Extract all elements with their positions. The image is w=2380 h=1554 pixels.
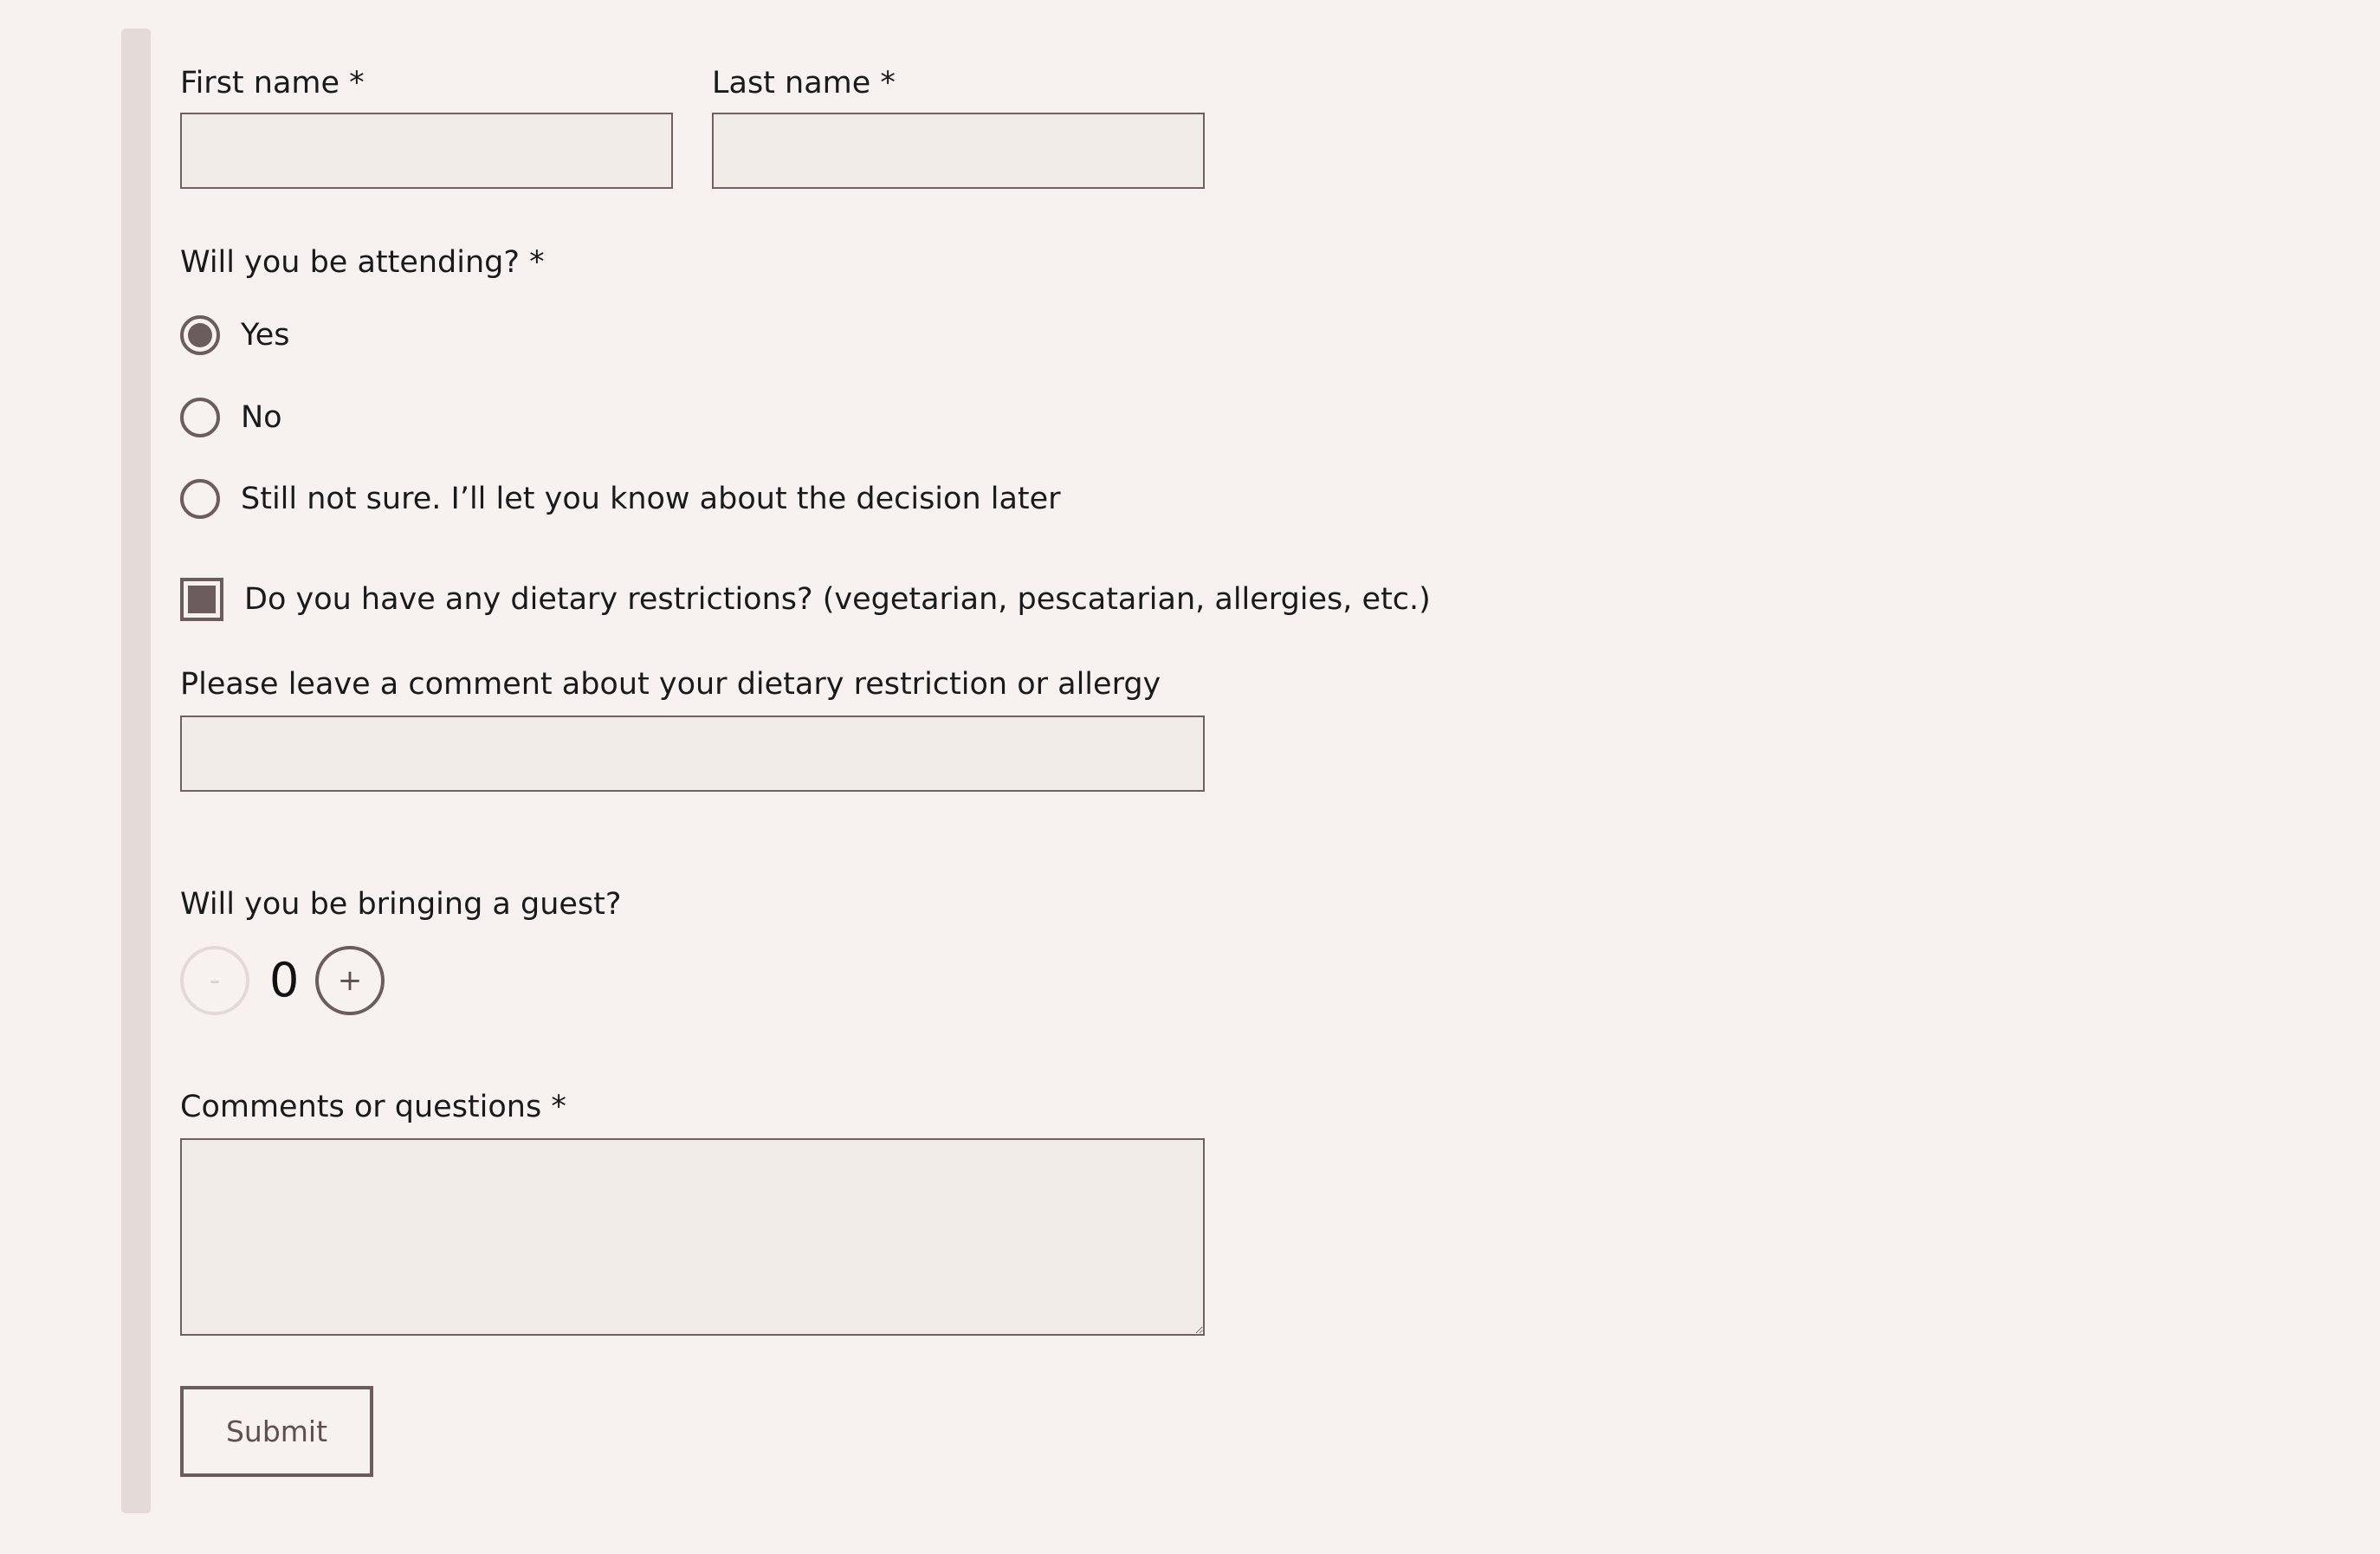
radio-selected-icon[interactable] bbox=[180, 315, 220, 355]
attending-question: Will you be attending? * bbox=[180, 245, 545, 280]
form-side-bar bbox=[121, 29, 151, 1513]
first-name-label: First name * bbox=[180, 66, 365, 100]
comments-label: Comments or questions * bbox=[180, 1090, 566, 1124]
attending-option-label: Still not sure. I’ll let you know about the decision later bbox=[241, 482, 1061, 516]
attending-option-label: Yes bbox=[241, 318, 290, 353]
guest-count-value: 0 bbox=[269, 953, 300, 1007]
guest-decrement-button[interactable]: - bbox=[180, 946, 249, 1015]
dietary-restrictions-checkbox-row[interactable] bbox=[180, 578, 1431, 621]
first-name-input[interactable] bbox=[180, 113, 673, 189]
comments-textarea[interactable] bbox=[180, 1138, 1205, 1336]
dietary-comment-label: Please leave a comment about your dietary restriction or allergy bbox=[180, 667, 1161, 702]
last-name-input[interactable] bbox=[712, 113, 1205, 189]
radio-unselected-icon[interactable] bbox=[180, 479, 220, 519]
submit-button[interactable]: Submit bbox=[180, 1386, 373, 1477]
guest-increment-button[interactable]: + bbox=[315, 946, 385, 1015]
guest-question: Will you be bringing a guest? bbox=[180, 887, 622, 922]
checkbox-checked-icon[interactable] bbox=[180, 578, 223, 621]
dietary-comment-input[interactable] bbox=[180, 715, 1205, 792]
last-name-label: Last name * bbox=[712, 66, 896, 100]
radio-unselected-icon[interactable] bbox=[180, 398, 220, 437]
attending-option-yes[interactable] bbox=[180, 314, 290, 357]
attending-option-no[interactable] bbox=[180, 396, 282, 439]
dietary-restrictions-label: Do you have any dietary restrictions? (vegetarian, pescatarian, allergies, etc.) bbox=[244, 582, 1431, 617]
attending-option-not-sure[interactable] bbox=[180, 477, 1061, 521]
attending-option-label: No bbox=[241, 400, 282, 435]
